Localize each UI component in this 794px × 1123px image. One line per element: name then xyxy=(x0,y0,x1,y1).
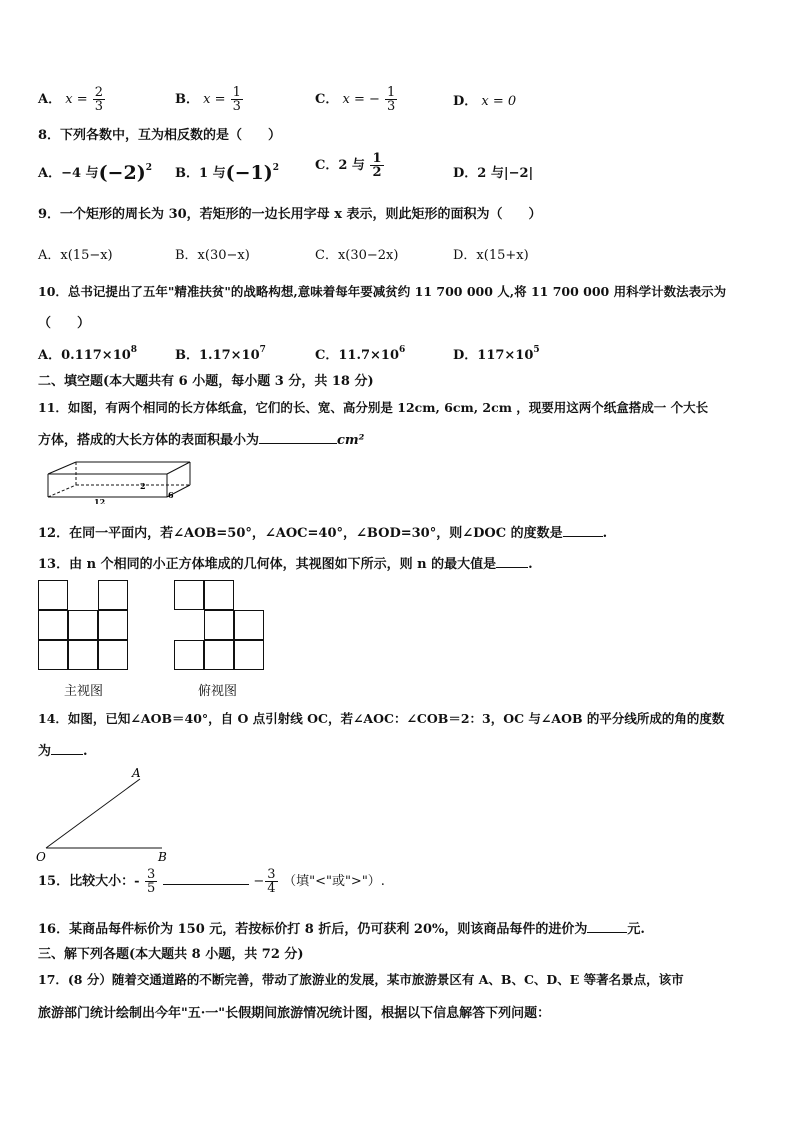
fraction: $\frac{1}{2}$ xyxy=(372,151,382,180)
q12-text: 12．在同一平面内，若∠AOB=50°，∠AOC=40°，∠BOD=30°，则∠DOC 的度数是 . xyxy=(38,526,608,541)
grid-cell xyxy=(174,640,204,670)
grid-cell xyxy=(38,640,68,670)
q15-text: 15．比较大小：- $\frac{3}{5}$ − $\frac{3}{4}$ （填"<"或">"）. xyxy=(38,867,385,896)
q17-line1: 17．(8 分）随着交通道路的不断完善，带动了旅游业的发展，某市旅游景区有 A、B、C、D、E 等著名景点，该市 xyxy=(38,972,684,987)
fraction: $\frac{1}{3}$ xyxy=(232,85,241,114)
grid-cell xyxy=(204,640,234,670)
q9-option-c: C．x(30−2x) xyxy=(315,248,399,263)
grid-cell xyxy=(98,640,128,670)
q9-option-a: A．x(15−x) xyxy=(38,248,113,263)
fraction: $\frac{3}{5}$ xyxy=(147,867,156,896)
grid-cell xyxy=(234,640,264,670)
grid-cell xyxy=(38,580,68,610)
q10-option-a: A．$0.117\times 10^8$ xyxy=(38,345,138,363)
front-view-grid xyxy=(38,580,130,672)
top-view-grid xyxy=(174,580,266,672)
q8-stem: 8．下列各数中，互为相反数的是（ ） xyxy=(38,128,282,143)
q11-line1: 11．如图，有两个相同的长方体纸盒，它们的长、宽、高分别是 12cm, 6cm, 2cm ，现要用这两个纸盒搭成一 个大长 xyxy=(38,400,709,415)
q10-stem-line2: （ ） xyxy=(38,316,91,331)
q14-line2: 为 . xyxy=(38,744,88,759)
section-heading: 三、解下列各题(本大题共 8 小题，共 72 分) xyxy=(38,947,304,962)
q16-text: 16．某商品每件标价为 150 元，若按标价打 8 折后，仍可获利 20%，则该商品每件的进价为 元. xyxy=(38,922,645,937)
dimension-height: 2 xyxy=(140,481,146,491)
q8-option-d: D．2 与|−2| xyxy=(453,166,534,181)
q7-option-d: D． x = 0 xyxy=(453,94,517,109)
grid-cell xyxy=(38,610,68,640)
grid-cell xyxy=(174,580,204,610)
answer-blank[interactable] xyxy=(563,524,603,537)
q11-line2: 方体，搭成的大长方体的表面积最小为 cm² xyxy=(38,433,365,448)
q7-option-b: B． x = $\frac{1}{3}$ xyxy=(175,85,241,114)
q17-line2: 旅游部门统计绘制出今年"五·一"长假期间旅游情况统计图，根据以下信息解答下列问题： xyxy=(38,1006,551,1021)
fraction: $\frac{2}{3}$ xyxy=(94,85,104,114)
q14-line1: 14．如图，已知∠AOB＝40°，自 O 点引射线 OC，若∠AOC：∠COB＝2：3，OC 与∠AOB 的平分线所成的角的度数 xyxy=(38,711,725,726)
grid-cell xyxy=(204,580,234,610)
grid-cell xyxy=(68,640,98,670)
q8-option-a: A．−4 与$(-2)^2$ xyxy=(38,162,152,184)
front-view-label: 主视图 xyxy=(64,684,104,699)
grid-cell xyxy=(204,610,234,640)
point-b-label: B xyxy=(158,850,167,864)
q13-text: 13．由 n 个相同的小正方体堆成的几何体，其视图如下所示，则 n 的最大值是 . xyxy=(38,557,533,572)
cuboid-figure xyxy=(44,458,194,504)
top-view-label: 俯视图 xyxy=(198,684,238,699)
point-a-label: A xyxy=(132,766,141,780)
q8-option-b: B．1 与$(-1)^2$ xyxy=(175,162,279,184)
q7-option-a: A． x = $\frac{2}{3}$ xyxy=(38,85,104,114)
q9-option-b: B．x(30−x) xyxy=(175,248,250,263)
fraction: $\frac{3}{4}$ xyxy=(267,867,276,896)
answer-blank[interactable] xyxy=(496,555,528,568)
grid-cell xyxy=(68,610,98,640)
grid-cell xyxy=(234,610,264,640)
answer-blank[interactable] xyxy=(163,872,249,885)
answer-blank[interactable] xyxy=(51,742,83,755)
q9-option-d: D．x(15+x) xyxy=(453,248,529,263)
answer-blank[interactable] xyxy=(587,920,627,933)
angle-figure xyxy=(34,764,184,866)
q10-option-d: D．$117\times 10^5$ xyxy=(453,345,540,363)
q7-option-c: C． x = − $\frac{1}{3}$ xyxy=(315,85,396,114)
q10-option-c: C．$11.7\times 10^6$ xyxy=(315,345,406,363)
grid-cell xyxy=(98,610,128,640)
answer-blank[interactable] xyxy=(259,431,337,444)
point-o-label: O xyxy=(36,850,46,864)
q10-stem-line1: 10．总书记提出了五年"精准扶贫"的战略构想,意味着每年要减贫约 11 700 000 人,将 11 700 000 用科学计数法表示为 xyxy=(38,284,727,299)
q9-stem: 9．一个矩形的周长为 30，若矩形的一边长用字母 x 表示，则此矩形的面积为（ ） xyxy=(38,207,542,222)
dimension-width: 6 xyxy=(168,490,174,500)
dimension-length: 12 xyxy=(94,497,106,504)
q10-option-b: B．$1.17\times 10^7$ xyxy=(175,345,266,363)
grid-cell xyxy=(98,580,128,610)
q8-option-c: C．2 与 $\frac{1}{2}$ xyxy=(315,151,382,180)
section-heading: 二、填空题(本大题共有 6 小题，每小题 3 分，共 18 分) xyxy=(38,374,374,389)
fraction: $\frac{1}{3}$ xyxy=(387,85,396,114)
